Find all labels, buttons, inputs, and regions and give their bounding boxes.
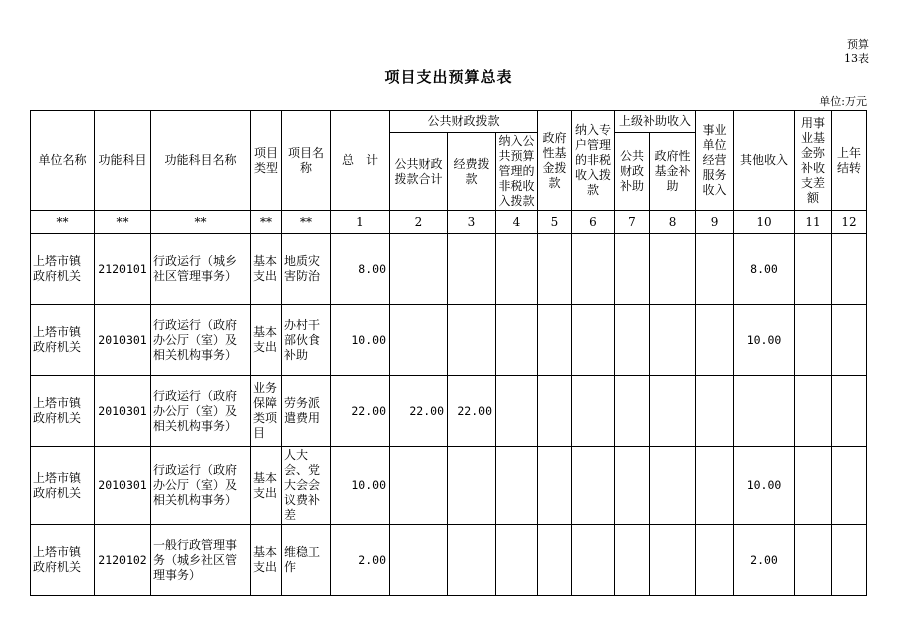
cell-pf-alloc <box>448 305 496 376</box>
corner-note-line-2: 13表 <box>844 52 869 65</box>
cell-empty <box>650 234 696 305</box>
table-row <box>31 305 867 376</box>
cell-type: 基本支出 <box>251 234 282 305</box>
table-number-note <box>844 38 869 66</box>
corner-note-line-1: 预算 <box>847 38 869 51</box>
cell-empty <box>572 447 615 525</box>
cell-pf-total <box>390 447 448 525</box>
table-row <box>31 376 867 447</box>
header-business-income: 事业单位经营服务收入 <box>696 111 734 211</box>
cell-other-income <box>734 376 795 447</box>
cell-empty <box>538 447 572 525</box>
cell-pf-alloc <box>448 234 496 305</box>
cell-unit: 上塔市镇政府机关 <box>31 376 95 447</box>
header-gov-fund: 政府性基金拨款 <box>538 111 572 211</box>
table-row <box>31 447 867 525</box>
cell-empty <box>538 305 572 376</box>
cell-type: 业务保障类项目 <box>251 376 282 447</box>
cell-empty <box>615 234 650 305</box>
header-public-finance-total: 公共财政拨款合计 <box>390 133 448 211</box>
cell-total: 22.00 <box>331 376 390 447</box>
index-cell: 1 <box>331 211 390 234</box>
header-fund-balance: 用事业基金弥补收支差额 <box>795 111 832 211</box>
cell-unit: 上塔市镇政府机关 <box>31 234 95 305</box>
cell-pf-total <box>390 305 448 376</box>
cell-empty <box>496 234 538 305</box>
header-func-name: 功能科目名称 <box>151 111 251 211</box>
cell-empty <box>615 525 650 596</box>
cell-empty <box>572 376 615 447</box>
cell-empty <box>496 525 538 596</box>
cell-empty <box>496 447 538 525</box>
cell-other-income: 8.00 <box>734 234 795 305</box>
cell-empty <box>696 447 734 525</box>
cell-empty <box>795 305 832 376</box>
cell-empty <box>832 447 867 525</box>
cell-empty <box>650 305 696 376</box>
header-public-finance-group: 公共财政拨款 <box>390 111 538 133</box>
header-public-finance-subsidy: 公共财政补助 <box>615 133 650 211</box>
index-cell: 12 <box>832 211 867 234</box>
cell-other-income: 10.00 <box>734 447 795 525</box>
header-other-income: 其他收入 <box>734 111 795 211</box>
table-row <box>31 234 867 305</box>
cell-empty <box>538 525 572 596</box>
cell-other-income: 2.00 <box>734 525 795 596</box>
cell-empty <box>795 525 832 596</box>
cell-empty <box>496 305 538 376</box>
cell-empty <box>832 525 867 596</box>
header-special-nontax: 纳入专户管理的非税收入拨款 <box>572 111 615 211</box>
cell-empty <box>696 305 734 376</box>
header-func-code: 功能科目 <box>95 111 151 211</box>
index-cell: 5 <box>538 211 572 234</box>
cell-code: 2010301 <box>95 376 151 447</box>
cell-other-income: 10.00 <box>734 305 795 376</box>
cell-type: 基本支出 <box>251 447 282 525</box>
index-cell: ** <box>251 211 282 234</box>
header-superior-subsidy-group: 上级补助收入 <box>615 111 696 133</box>
cell-code: 2120101 <box>95 234 151 305</box>
index-cell: 8 <box>650 211 696 234</box>
header-nontax-public-budget: 纳入公共预算管理的非税收入拨款 <box>496 133 538 211</box>
table-row <box>31 525 867 596</box>
index-cell: 3 <box>448 211 496 234</box>
cell-empty <box>832 305 867 376</box>
cell-pf-alloc <box>448 525 496 596</box>
cell-type: 基本支出 <box>251 305 282 376</box>
cell-proj-name: 劳务派遣费用 <box>282 376 331 447</box>
cell-empty <box>795 447 832 525</box>
header-unit-name: 单位名称 <box>31 111 95 211</box>
cell-proj-name: 维稳工作 <box>282 525 331 596</box>
cell-total: 8.00 <box>331 234 390 305</box>
cell-code: 2120102 <box>95 525 151 596</box>
index-cell: 10 <box>734 211 795 234</box>
cell-empty <box>615 447 650 525</box>
cell-empty <box>572 305 615 376</box>
cell-empty <box>795 376 832 447</box>
cell-pf-alloc <box>448 447 496 525</box>
cell-empty <box>615 376 650 447</box>
cell-code: 2010301 <box>95 305 151 376</box>
index-cell: ** <box>151 211 251 234</box>
cell-empty <box>496 376 538 447</box>
header-gov-fund-subsidy: 政府性基金补助 <box>650 133 696 211</box>
cell-empty <box>795 234 832 305</box>
index-cell: 7 <box>615 211 650 234</box>
cell-empty <box>650 376 696 447</box>
unit-label: 单位:万元 <box>819 95 867 108</box>
header-funding-allocation: 经费拨款 <box>448 133 496 211</box>
index-cell: 6 <box>572 211 615 234</box>
index-cell: ** <box>95 211 151 234</box>
header-proj-type: 项目类型 <box>251 111 282 211</box>
cell-total: 2.00 <box>331 525 390 596</box>
cell-empty <box>538 234 572 305</box>
header-carryover: 上年结转 <box>832 111 867 211</box>
index-cell: 2 <box>390 211 448 234</box>
cell-type: 基本支出 <box>251 525 282 596</box>
index-cell: 11 <box>795 211 832 234</box>
cell-proj-name: 人大会、党大会会议费补差 <box>282 447 331 525</box>
index-cell: ** <box>31 211 95 234</box>
cell-proj-name: 地质灾害防治 <box>282 234 331 305</box>
cell-func-name: 行政运行（城乡社区管理事务） <box>151 234 251 305</box>
index-cell: 9 <box>696 211 734 234</box>
cell-pf-alloc: 22.00 <box>448 376 496 447</box>
cell-empty <box>615 305 650 376</box>
cell-pf-total <box>390 525 448 596</box>
cell-empty <box>572 234 615 305</box>
cell-code: 2010301 <box>95 447 151 525</box>
cell-empty <box>696 234 734 305</box>
cell-empty <box>696 376 734 447</box>
cell-func-name: 行政运行（政府办公厅（室）及相关机构事务） <box>151 305 251 376</box>
cell-total: 10.00 <box>331 305 390 376</box>
cell-pf-total: 22.00 <box>390 376 448 447</box>
cell-empty <box>572 525 615 596</box>
cell-empty <box>650 525 696 596</box>
cell-func-name: 一般行政管理事务（城乡社区管理事务） <box>151 525 251 596</box>
cell-proj-name: 办村干部伙食补助 <box>282 305 331 376</box>
cell-unit: 上塔市镇政府机关 <box>31 525 95 596</box>
cell-pf-total <box>390 234 448 305</box>
header-row-1 <box>31 111 867 133</box>
cell-empty <box>832 376 867 447</box>
cell-empty <box>538 376 572 447</box>
cell-func-name: 行政运行（政府办公厅（室）及相关机构事务） <box>151 447 251 525</box>
index-row <box>31 211 867 234</box>
cell-unit: 上塔市镇政府机关 <box>31 447 95 525</box>
cell-empty <box>696 525 734 596</box>
header-proj-name: 项目名称 <box>282 111 331 211</box>
cell-empty <box>650 447 696 525</box>
index-cell: ** <box>282 211 331 234</box>
header-total: 总 计 <box>331 111 390 211</box>
cell-unit: 上塔市镇政府机关 <box>31 305 95 376</box>
cell-func-name: 行政运行（政府办公厅（室）及相关机构事务） <box>151 376 251 447</box>
cell-total: 10.00 <box>331 447 390 525</box>
index-cell: 4 <box>496 211 538 234</box>
cell-empty <box>832 234 867 305</box>
budget-table <box>30 110 867 596</box>
page-title: 项目支出预算总表 <box>384 68 513 86</box>
